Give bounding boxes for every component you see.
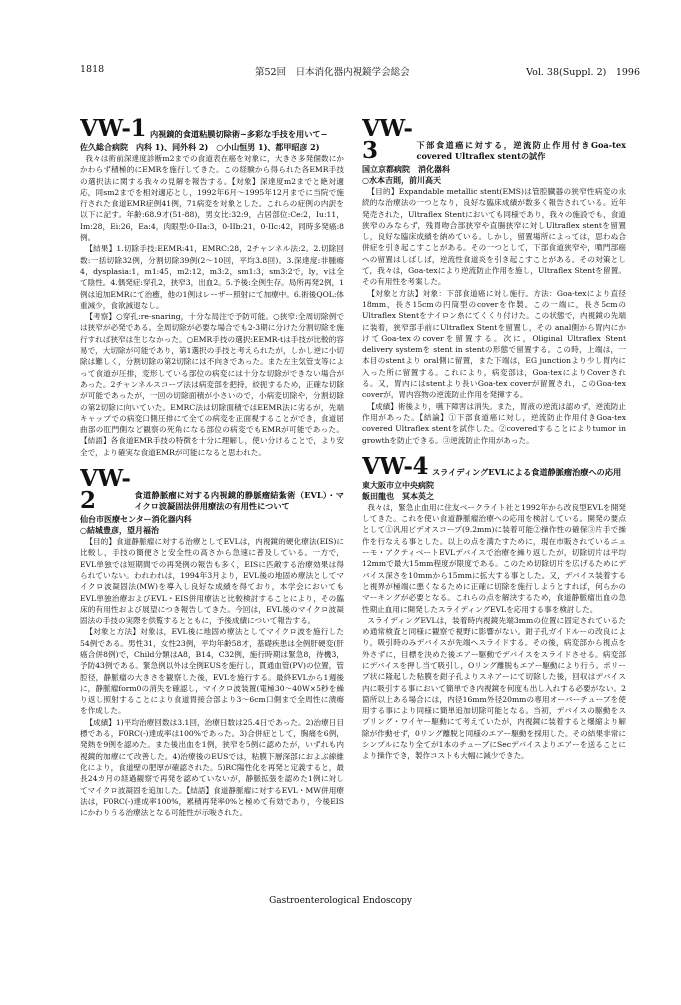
abstract-vw2 — [80, 465, 344, 818]
page-footer: Gastroenterological Endoscopy — [269, 896, 412, 906]
abstract-institution: 東大阪市立中央病院 — [362, 479, 434, 490]
abstract-authors: ○結城豊彦，望月福治 — [80, 525, 159, 536]
abstract-heading — [362, 118, 626, 162]
abstract-paragraph: 【対象と方法】対象：下部食道癌に対し施行。方法：Goa-texにより直径18mm，長さ15cmの円筒型のcoverを作製。この一端に，長さ5cmのUltraflex Stentをナイロン糸にてくくり付けた。この状態で，内視鏡の先端に装着，狭窄部手前にUltraflex Stentを留置し，その anal側から胃内にかけてGoa-texのcoverを留置する。次に，Oliginal Ultraflex Stent delivery systemを stent in stentの形態で留置する。この時，上端は，一本目のstentより oral側に留置，また下端は，EG junctionより少し胃内に入った所に留置する。これにより，病変部は，Goa-texによりCoverされる。又，胃内にはstentより長いGoa-tex coverが留置され，このGoa-tex coverが，胃内容物の逆流防止作用を発揮する。 — [362, 288, 626, 400]
abstract-vw4 — [362, 452, 626, 762]
abstract-authors: ○水本吉則，前川高天 — [362, 175, 441, 185]
abstract-heading — [80, 118, 344, 140]
abstract-paragraph: 我々は，緊急止血用に住友ベークライト社と1992年から改良型EVLを開発してきた。これを使い食道静脈瘤治療への応用を検討している。開発の要点として①汎用ビデオスコープ(9.2mm)に装着可能②操作性の確保③片手で操作を行なえる事とした。以上の点を満たすために，現在市販されているニューモ・アクティベートEVLデバイスで治療を繰り返したが，切除切片は平均12mmで最大15mm程度が限度である。このため切除切片を広げるためにデバイス深さを10mmから15mmに拡大する事とした。又，デバイス装着すると視界が極端に悪くなるために正確に切除を施行しようとすれば，何らかのマーキングが必要となる。これらの点を解決するため，食道静脈瘤出血の急性期止血用に開発したスライディングEVLを応用する事を検討した。 — [362, 502, 626, 614]
page-number: 1818 — [80, 64, 105, 75]
abstract-paragraph: スライディングEVLは，装着時内視鏡先端3mmの位置に固定されているため通常検査と同様に観察で視野に影響がない。鉗子孔ガイドルーの改良により，吸引時のみデバイスが先端へスライドする。その後，病変部から視点を外さずに，目標を決めた後エアー駆動でデバイスをスライドさせる。病変部にデバイスを押し当て吸引し，Oリング離脱もエアー駆動により行う。ポリープ状に隆起した粘膜を鉗子孔よりスネアーにて切除した後，回収はデバイス内に吸引する事において簡単でき内視鏡を何度も出し入れする必要がない。2箇所以上ある場合には，内径16mm外径20mmの専用オーバーチューブを使用する事により同様に簡単追加切除可能となる。当初，デバイスの駆動をスプリング・ワイヤー駆動にて考えていたが，内視鏡に装着すると爆縮より解除が作動せず，0リング離脱と同様のエアー駆動を採用した。その結果非常にシンプルになり全てが1本のチューブにSecデバイスよりエアーを送ることにより操作でき，製作コストも大幅に減少できた。 — [362, 615, 626, 761]
abstract-paragraph: 【成績】術後より，嚥下障害は消失。また，胃液の逆流は認めず，逆流防止作用があった。【結論】①下部食道癌に対し，逆流防止作用付きGoa-tex covered Ultraflex stentを試作した。②coveredすることによりtumor in growthを防止できる。③逆流防止作用があった。 — [362, 401, 626, 445]
abstract-title: 下部食道癌に対する，逆流防止作用付きGoa-tex covered Ultraflex stentの試作 — [416, 140, 626, 161]
abstract-heading — [362, 452, 626, 480]
abstract-paragraph: 【目的】Expandable metallic stent(EMS)は管腔臓器の狭窄性病変の永続的な治療法の一つとなり，良好な臨床成績が数多く報告されている。近年発売された，Ultraflex Stentにおいても同様であり，我々の施設でも，食道狭窄のみならず，残胃吻合部狭窄や直腸狭窄に対しUltraflex stentを留置し，良好な臨床成績を納めている。しかし，留置場所によっては，思わぬ合併症を引き起こすことがある。その一つとして，下部食道狭窄や，噴門部癌への留置はしばしば，逆流性食道炎を引き起こすことがある。その対策として，我々は，Goa-texにより逆流防止作用を施し，Ultraflex Stentを留置。その有用性を考案した。 — [362, 187, 626, 287]
abstract-paragraph: 【成績】1)平均治療回数は3.1回，治療日数は25.4日であった。2)治療日目標である，F0RC(-)達成率は100%であった。3)合併症として，胸痛を6例，発熱を9例を認めた。また後出血を1例，狭窄を5例に認めたが，いずれも内視鏡的加療にて改善した。4)治療後のEUSでは，粘膜下層深部におよぶ線維化により，食道壁の肥厚が確認された。5)RC陽性化を再発と定義すると，最長24カ月の経過観察で再発を認めていないが，静脈拡張を認めた1例に対してマイクロ波凝固を追加した。【結語】食道静脈瘤に対するEVL・MW併用療法は，F0RC(-)達成率100%，累積再発率0%と極めて有効であり，今後EISにかわりうる治療法となる可能性が示唆された。 — [80, 717, 344, 818]
abstract-paragraph: 【考察】○穿孔:re-snaring，十分な局注で予防可能。○狭窄:全周切除例では狭窄が必発である。全周切除が必要な場合でも2-3期に分けた分割切除を施行すれば狭窄は生じなかった。○EMR手技の選択:EEMR-tは手技が比較的容易で，大切除が可能であり，第1選択の手技と考えられたが，しかし逆に小切除は難しく，分割切除の第2切除には不向きであった。また左主気管支等によって食道が圧排，変形している部位の病変には十分な切除ができない場合があった。2チャンネルスコープ法は病変部を把持，絞扼するため，正確な切除が可能であったが，一回の切除面積が小さいので，小病変切除や，分割切除の第2切除に向いていた。EMRC法は切除面積ではEEMR法に劣るが，先端キャップでの病変口側圧排にて全ての病変を正面視することができ，食道屈曲部の肛門側など観察の死角になる部位の病変でもEMRが可能であった。【結語】各食道EMR手技の特徴を十分に理解し，使い分けることで，より安全で，より確実な食道EMRが可能になると思われた。 — [80, 312, 344, 457]
abstract-title: 食道静脈瘤に対する内視鏡的静脈瘤結紮術（EVL）・マイクロ波凝固法併用療法の有用性について — [134, 490, 344, 512]
abstract-vw3 — [362, 118, 626, 446]
abstract-title: スライディングEVLによる食道静脈瘤治療への応用 — [431, 466, 622, 477]
page-header — [80, 64, 640, 80]
abstract-institution: 仙台市医療センター消化器内科 — [80, 514, 192, 525]
volume-info: Vol. 38(Suppl. 2) 1996 — [526, 67, 640, 78]
abstract-authors: 飯田龍也 冥本英之 — [362, 490, 434, 501]
abstract-paragraph: 【目的】食道静脈瘤に対する治療としてEVLは，内視鏡的硬化療法(EIS)に比較し，手技の簡便さと安全性の高さから急速に普及している。一方で，EVL単独では短期間での再発例の報告も多く，EISに匹敵する治療効果は得られていない。われわれは，1994年3月より，EVL後の地固め療法としてマイクロ波凝固法(MW)を導入し良好な成績を得ており，本学会においてもEVL単独治療およびEVL・EIS併用療法と比較検討することにより，その臨床的有用性および展望につき報告してきた。今回は，EVL後のマイクロ波凝固法の手技の実際を供覧するとともに，予後成績について報告する。 — [80, 537, 344, 626]
abstract-code: VW-4 — [362, 452, 428, 480]
abstract-title: 内視鏡的食道粘膜切除術−多彩な手技を用いて− — [149, 129, 328, 139]
abstract-vw1 — [80, 118, 344, 458]
right-column — [362, 118, 626, 883]
abstract-code: VW-3 — [362, 118, 413, 164]
abstract-paragraph: 我々は術前深達度診断m2までの食道表在癌を対象に，大きさ多発個数にかかわらず積極的にEMRを施行してきた。この経験から得られた各EMR手技の選択法に関する我々の見解を報告する。【対象】深達度m2までと絶対適応，同sm2までを相対適応とし，1992年6月〜1995年12月までに当院で施行された食道EMR症例41例，71病変を対象とした。これらの症例の内訳を以下に記す。年齢:68.9才(51-88)，男女比:32:9，占居部位:Ce:2，Iu:11，Im:28，Ei:26，Ea:4，肉眼型:0-IIa:3，0-IIb:21，0-IIc:42，同時多発癌:8例。 — [80, 154, 344, 243]
abstract-authors: 佐久総合病院 内科 1)、同外科 2) ○小山恒男 1)、都甲昭彦 2) — [80, 142, 320, 152]
left-column — [80, 118, 344, 883]
abstract-paragraph: 【結果】1.切除手技:EEMR:41，EMRC:28，2チャンネル法:2。2.切除回数:一括切除32例，分割切除39例(2〜10回，平均3.8回)。3.深達度:非腫瘍4，dysplasia:1，m1:45，m2:12，m3:2，sm1:3，sm3:2で，ly，vは全て陰性。4.偶発症:穿孔2，狭窄3，出血2。5.予後:全例生存。局所再発2例，1例は追加EMRにて治癒，他の1例はレーザー照射にて加療中。6.術後QOL:体重減少，食欲減退なし。 — [80, 244, 344, 310]
abstract-paragraph: 【対象と方法】対象は，EVL後に地固め療法としてマイクロ波を施行した54例である。男性31，女性23例，平均年齢58才，基礎疾患は全例肝硬変(肝癌合併8例)で，Child分類はA8，B14，C32例，施行時期は緊急8，待機3，予防43例である。緊急例以外は全例EUSを施行し，貫通血管(PV)の位置，管腔径，静脈瘤の大きさを観察した後，EVLを施行する。最終EVLから1週後に，静脈瘤form0の消失を確認し，マイクロ波装置(電極30〜40W×5秒を繰り返し照射することにより食道胃接合部より3〜6cm口側まで全周性に潰瘍を作成した。 — [80, 627, 344, 716]
abstract-code: VW-2 — [80, 465, 131, 515]
abstract-institution: 国立京都病院 消化器科 — [362, 164, 450, 174]
abstract-heading — [80, 465, 344, 515]
journal-header: 第52回 日本消化器内視鏡学会総会 — [255, 67, 410, 78]
abstract-code: VW-1 — [80, 118, 146, 142]
